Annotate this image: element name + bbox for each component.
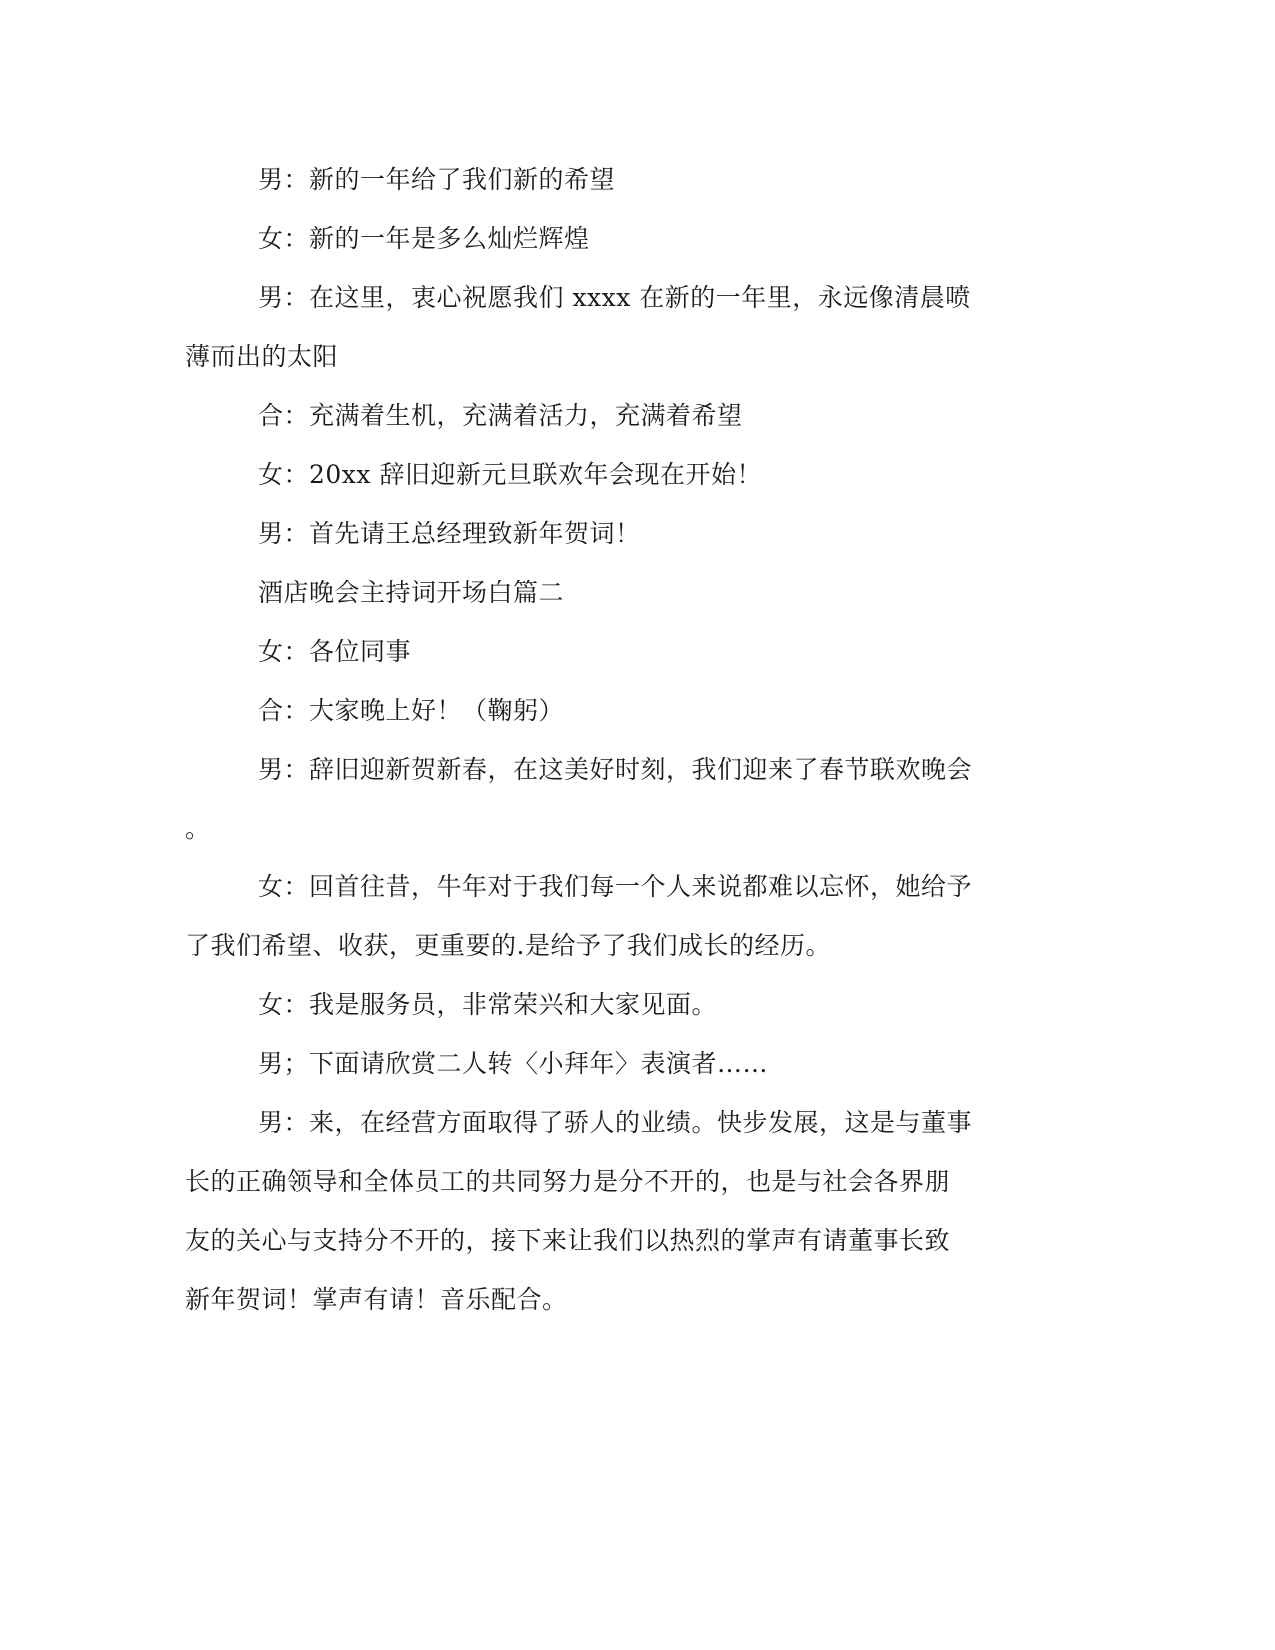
dialogue-continuation: 长的正确领导和全体员工的共同努力是分不开的，也是与社会各界朋 [185, 1167, 951, 1196]
dialogue-line: 女：回首往昔，牛年对于我们每一个人来说都难以忘怀，她给予 [258, 872, 973, 901]
dialogue-line: 男：辞旧迎新贺新春，在这美好时刻，我们迎来了春节联欢晚会 [258, 755, 973, 784]
dialogue-line: 女：20xx 辞旧迎新元旦联欢年会现在开始！ [258, 460, 762, 489]
dialogue-line: 男：首先请王总经理致新年贺词！ [258, 519, 641, 548]
dialogue-continuation: 新年贺词！掌声有请！音乐配合。 [185, 1285, 568, 1314]
dialogue-line: 男：来，在经营方面取得了骄人的业绩。快步发展，这是与董事 [258, 1108, 973, 1137]
dialogue-line: 女：新的一年是多么灿烂辉煌 [258, 224, 590, 253]
dialogue-line: 男：在这里，衷心祝愿我们 xxxx 在新的一年里，永远像清晨喷 [258, 283, 971, 312]
dialogue-line: 女：我是服务员，非常荣兴和大家见面。 [258, 990, 718, 1019]
dialogue-line: 男；下面请欣赏二人转〈小拜年〉表演者…… [258, 1049, 769, 1078]
dialogue-continuation: 友的关心与支持分不开的，接下来让我们以热烈的掌声有请董事长致 [185, 1226, 951, 1255]
dialogue-continuation: 薄而出的太阳 [185, 342, 339, 371]
dialogue-line: 合：大家晚上好！（鞠躬） [258, 696, 565, 725]
dialogue-line: 女：各位同事 [258, 637, 412, 666]
dialogue-continuation: 了我们希望、收获，更重要的.是给予了我们成长的经历。 [185, 931, 831, 960]
section-heading: 酒店晚会主持词开场白篇二 [258, 578, 565, 607]
dialogue-line: 合：充满着生机，充满着活力，充满着希望 [258, 401, 743, 430]
dialogue-line: 男：新的一年给了我们新的希望 [258, 165, 616, 194]
dialogue-continuation: 。 [185, 814, 211, 843]
